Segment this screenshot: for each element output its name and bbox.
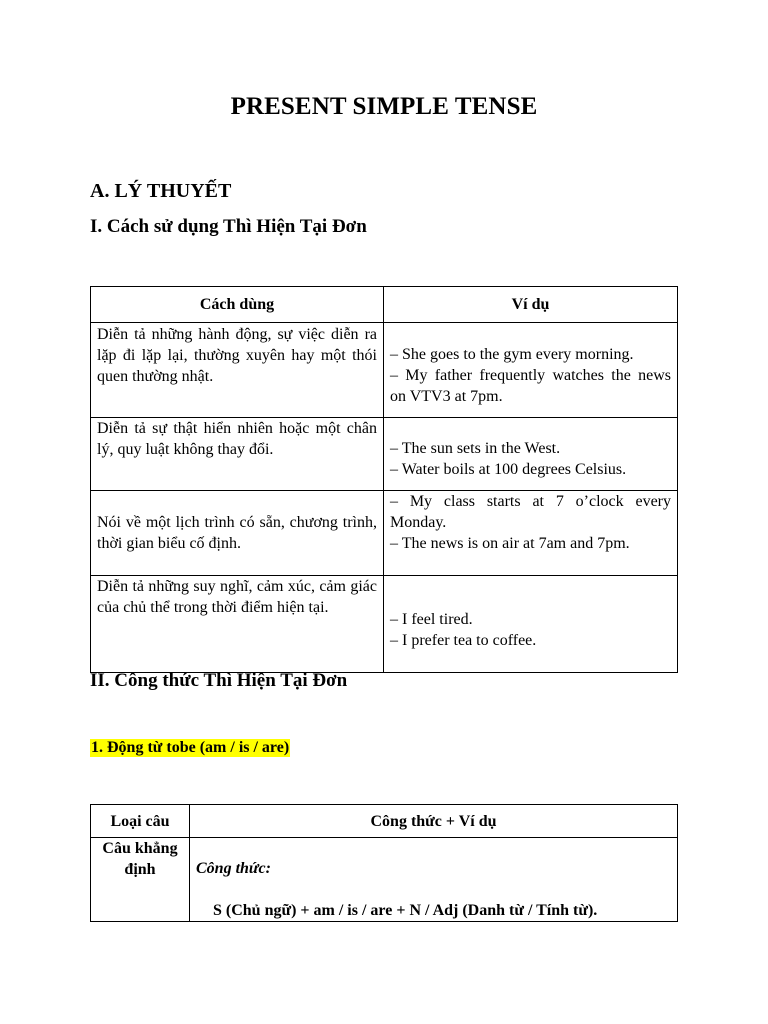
formula-label: Công thức: bbox=[196, 860, 271, 877]
example-line: – The sun sets in the West. bbox=[390, 440, 561, 457]
usage-cell: Diễn tả sự thật hiển nhiên hoặc một chân lý, quy luật không thay đổi. bbox=[91, 418, 384, 491]
highlighted-subheading: 1. Động từ tobe (am / is / are) bbox=[91, 739, 290, 756]
usage-table bbox=[90, 286, 678, 673]
example-line: – I feel tired. bbox=[390, 611, 473, 628]
usage-cell: Diễn tả những suy nghĩ, cảm xúc, cảm giác của chủ thể trong thời điểm hiện tại. bbox=[91, 576, 384, 673]
example-line: – My class starts at 7 o’clock every Monday. bbox=[390, 493, 671, 531]
usage-cell: Nói về một lịch trình có sẵn, chương trình, thời gian biểu cố định. bbox=[91, 491, 384, 576]
table-row bbox=[91, 418, 678, 491]
header-formula-example: Công thức + Ví dụ bbox=[190, 805, 678, 838]
usage-cell: Diễn tả những hành động, sự việc diễn ra lặp đi lặp lại, thường xuyên hay một thói quen thường nhật. bbox=[91, 323, 384, 418]
table-row bbox=[91, 323, 678, 418]
formula-table bbox=[90, 804, 678, 922]
section-heading-i: I. Cách sử dụng Thì Hiện Tại Đơn bbox=[90, 216, 367, 237]
example-cell bbox=[384, 491, 678, 576]
table-row bbox=[91, 838, 678, 922]
example-line: – The news is on air at 7am and 7pm. bbox=[390, 535, 630, 552]
example-cell bbox=[384, 576, 678, 673]
example-cell bbox=[384, 323, 678, 418]
table-row bbox=[91, 491, 678, 576]
formula-cell bbox=[190, 838, 678, 922]
formula-table-header bbox=[91, 805, 678, 838]
header-usage: Cách dùng bbox=[91, 287, 384, 323]
example-line: – Water boils at 100 degrees Celsius. bbox=[390, 461, 627, 478]
table-row bbox=[91, 576, 678, 673]
section-heading-ii: II. Công thức Thì Hiện Tại Đơn bbox=[90, 670, 348, 691]
example-cell bbox=[384, 418, 678, 491]
example-line: – I prefer tea to coffee. bbox=[390, 632, 537, 649]
header-sentence-type: Loại câu bbox=[91, 805, 190, 838]
page-title: PRESENT SIMPLE TENSE bbox=[230, 93, 538, 120]
header-example: Ví dụ bbox=[384, 287, 678, 323]
example-line: – She goes to the gym every morning. bbox=[390, 345, 634, 363]
sentence-type-cell: Câu khẳng định bbox=[91, 838, 190, 922]
formula-text: S (Chủ ngữ) + am / is / are + N / Adj (Danh từ / Tính từ). bbox=[213, 902, 598, 919]
example-line: – My father frequently watches the news on VTV3 at 7pm. bbox=[390, 366, 671, 405]
usage-table-header bbox=[91, 287, 678, 323]
section-heading-a: A. LÝ THUYẾT bbox=[90, 180, 232, 202]
